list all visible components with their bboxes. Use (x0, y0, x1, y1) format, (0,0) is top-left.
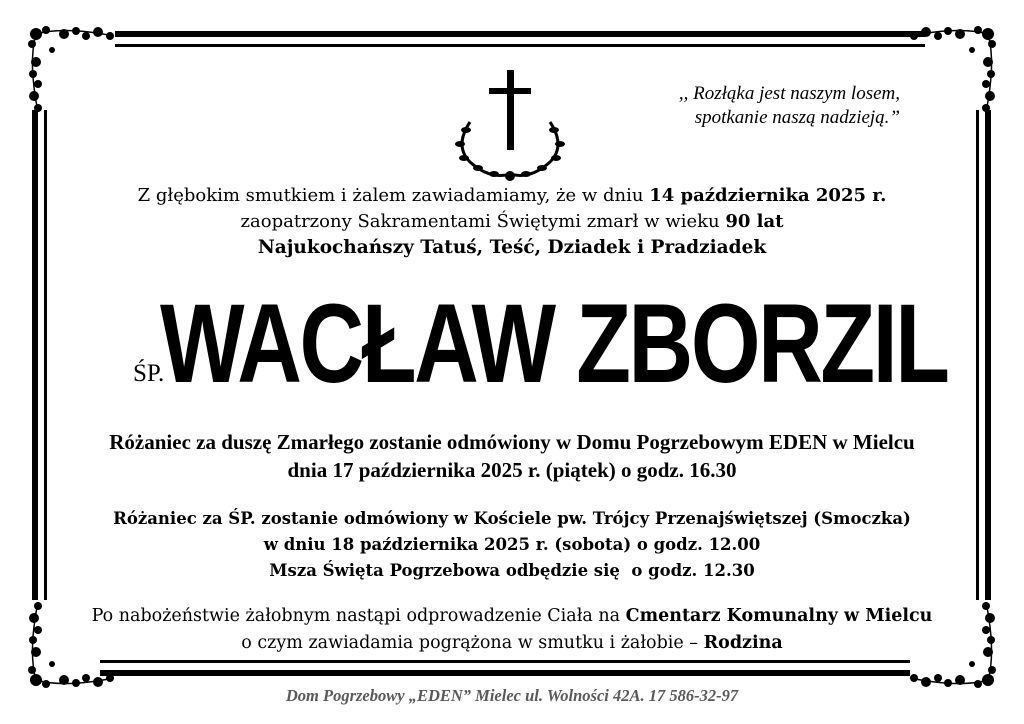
cemetery: Cmentarz Komunalny w Mielcu (625, 606, 933, 626)
intro-text (0, 183, 1024, 261)
funeral-mass-line: Msza Święta Pogrzebowa odbędzie się o godz. 12.30 (269, 561, 755, 580)
floral-corner-icon (904, 22, 1000, 118)
deceased-name: WACŁAW ZBORZIL (160, 281, 948, 406)
intro-line-1 (0, 183, 1024, 209)
quote (600, 82, 900, 130)
border-top-inner (115, 44, 925, 47)
age: 90 lat (725, 211, 784, 232)
cross-icon (489, 70, 531, 150)
rosary-church-line-2: w dniu 18 października 2025 r. (sobota) o godz. 12.00 (263, 535, 761, 554)
deceased-prefix: ŚP. (133, 360, 165, 387)
relations-line: Najukochańszy Tatuś, Teść, Dziadek i Pradziadek (257, 237, 767, 258)
cross-emblem (440, 64, 580, 186)
border-bottom-outer (100, 670, 910, 676)
quote-line-1: ,, Rozłąka jest naszym losem, (678, 83, 900, 104)
closing-line-2-text: o czym zawiadamia pogrążona w smutku i żałobie – (241, 633, 704, 653)
border-top-outer (115, 31, 925, 37)
rosary-home-line-1: Różaniec za duszę Zmarłego zostanie odmówiony w Domu Pogrzebowym EDEN w Mielcu (109, 430, 915, 454)
border-bottom-inner (100, 660, 910, 663)
intro-line-2-text: zaopatrzony Sakramentami Świętymi zmarł w wieku (240, 211, 726, 232)
intro-line-2 (0, 209, 1024, 235)
rosary-church-line-1: Różaniec za ŚP. zostanie odmówiony w Kościele pw. Trójcy Przenajświętszej (Smoczka) (113, 509, 911, 528)
intro-line-1-text: Z głębokim smutkiem i żalem zawiadamiamy, że w dniu (137, 185, 650, 206)
floral-corner-icon (24, 22, 120, 118)
rosary-home (0, 428, 1024, 484)
family: Rodzina (703, 633, 783, 653)
closing-line-1-text: Po nabożeństwie żałobnym nastąpi odprowadzenie Ciała na (91, 606, 626, 626)
rosary-church (0, 506, 1024, 584)
closing-text (0, 603, 1024, 657)
quote-line-2: spotkanie naszą nadzieją.” (694, 107, 900, 128)
death-date: 14 października 2025 r. (649, 185, 887, 206)
closing-line-2 (0, 630, 1024, 657)
closing-line-1 (0, 603, 1024, 630)
funeral-home-footer: Dom Pogrzebowy „EDEN” Mielec ul. Wolności 42A. 17 586-32-97 (285, 686, 739, 705)
rosary-home-line-2: dnia 17 października 2025 r. (piątek) o godz. 16.30 (287, 458, 737, 482)
